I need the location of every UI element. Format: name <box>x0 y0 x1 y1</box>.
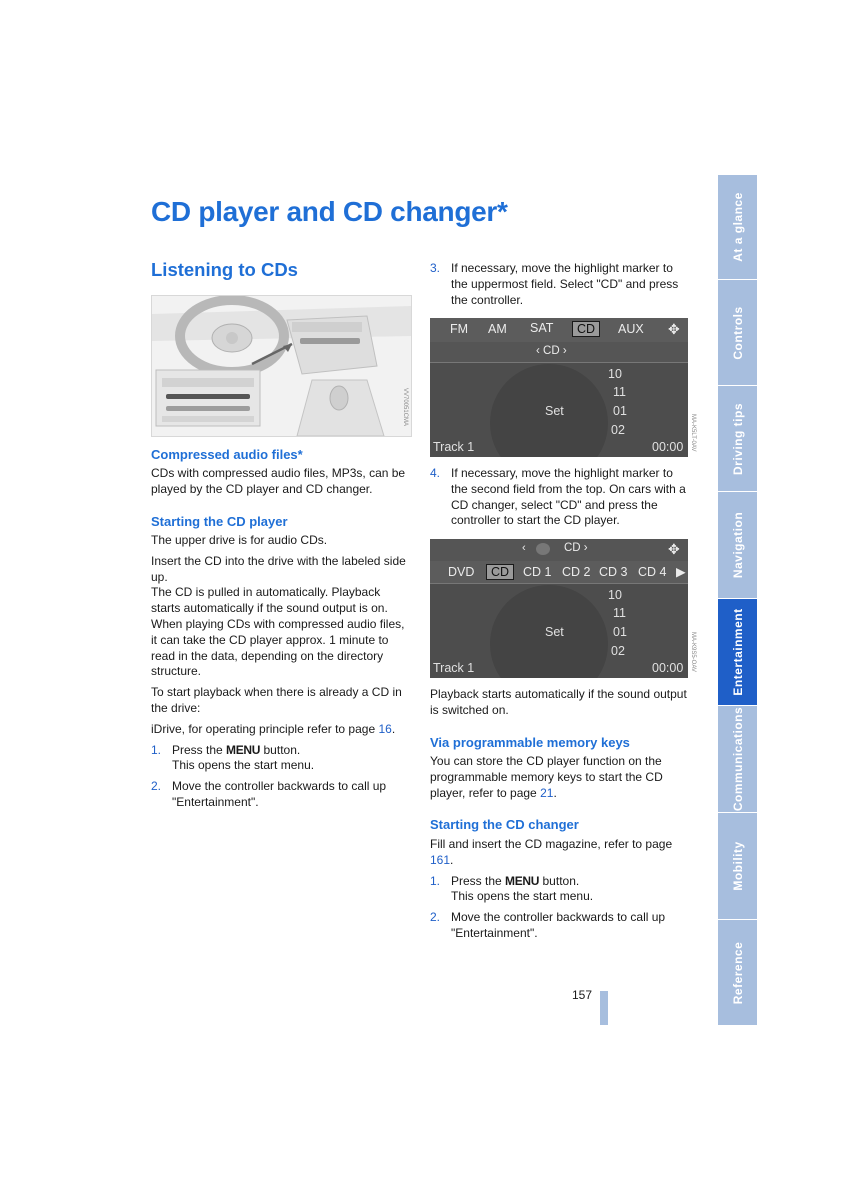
left-steps <box>151 743 409 811</box>
elapsed-time: 00:00 <box>652 661 684 675</box>
dashboard-drawing <box>152 296 411 436</box>
section-heading: Listening to CDs <box>151 259 298 280</box>
list-item: 1. Press the MENU button. This opens the start menu. <box>430 873 594 904</box>
memory-text: You can store the CD player function on the programmable memory keys to start the CD player, refer to page 21. <box>430 754 663 800</box>
menu-key: MENU <box>505 873 540 888</box>
track-number[interactable]: 11 <box>613 606 626 620</box>
page-number: 157 <box>572 988 593 1002</box>
right-step4 <box>430 466 688 534</box>
set-label[interactable]: Set <box>545 404 564 418</box>
memory-keys-heading: Via programmable memory keys <box>430 735 630 750</box>
start-cd-changer-heading: Starting the CD changer <box>430 817 579 832</box>
list-item: 1. Press the MENU button. This opens the start menu. <box>151 742 315 773</box>
controller-icon: ✥ <box>668 321 680 337</box>
tab-cd3[interactable]: CD 3 <box>599 565 628 579</box>
image-code: MA-K5LT-0AV <box>690 414 696 452</box>
image-code: MA-K9S5-OAV <box>690 632 696 672</box>
sidebar-tab-driving-tips[interactable]: Driving tips <box>718 386 757 492</box>
sidebar-tab-navigation[interactable]: Navigation <box>718 492 757 599</box>
paragraph-start-playback: To start playback when there is already a CD in the drive: <box>151 685 402 715</box>
list-item: 2. Move the controller backwards to call up "Entertainment". <box>430 910 666 940</box>
page-link-21[interactable]: 21 <box>540 785 554 800</box>
list-item: 3. If necessary, move the highlight marker to the uppermost field. Select "CD" and press the controller. <box>430 261 679 307</box>
track-number[interactable]: 10 <box>608 588 622 602</box>
tab-cd4[interactable]: CD 4 <box>638 565 667 579</box>
menu-key: MENU <box>226 742 261 757</box>
tab-cd2[interactable]: CD 2 <box>562 565 591 579</box>
sidebar-tab-communications[interactable]: Communications <box>718 706 757 813</box>
right-memory <box>430 754 688 806</box>
track-number[interactable]: 02 <box>611 423 625 437</box>
left-column-part2 <box>151 533 409 816</box>
idrive-screen-cd-changer <box>430 539 688 678</box>
track-label: Track 1 <box>433 440 475 454</box>
playback-text: Playback starts automatically if the sound output is switched on. <box>430 687 687 717</box>
paragraph-upper-drive: The upper drive is for audio CDs. <box>151 533 328 547</box>
right-changer <box>430 837 688 947</box>
page-number-bar <box>600 991 608 1025</box>
list-item: 4. If necessary, move the highlight marker to the second field from the top. On cars with a CD changer, select "CD" and press the controller to start the CD player. <box>430 466 686 528</box>
cd-subheader[interactable]: ‹ CD › <box>536 345 567 357</box>
sidebar-tab-mobility[interactable]: Mobility <box>718 813 757 920</box>
cd-header[interactable]: CD › <box>564 542 588 554</box>
paragraph-idrive: iDrive, for operating principle refer to page 16. <box>151 721 396 736</box>
track-number[interactable]: 10 <box>608 367 622 381</box>
paragraph-insert: Insert the CD into the drive with the labeled side up. <box>151 553 406 584</box>
idrive-screen-audio-sources <box>430 318 688 457</box>
track-label: Track 1 <box>433 661 475 675</box>
track-number[interactable]: 02 <box>611 644 625 658</box>
controller-icon: ✥ <box>668 541 680 557</box>
compressed-text: CDs with compressed audio files, MP3s, can be played by the CD player and CD changer. <box>151 466 406 496</box>
tab-cd-selected[interactable]: CD <box>572 321 600 337</box>
sidebar-tab-controls[interactable]: Controls <box>718 280 757 386</box>
compressed-heading: Compressed audio files* <box>151 447 303 462</box>
set-label[interactable]: Set <box>545 625 564 639</box>
tab-fm[interactable]: FM <box>450 322 469 336</box>
chevron-left-icon: ‹ <box>522 542 526 554</box>
changer-text: Fill and insert the CD magazine, refer to page 161. <box>430 837 673 867</box>
right-step3 <box>430 261 688 313</box>
track-number[interactable]: 11 <box>613 385 626 399</box>
tab-cd-selected[interactable]: CD <box>486 564 514 580</box>
tab-aux[interactable]: AUX <box>618 322 644 336</box>
dashboard-illustration <box>151 295 412 437</box>
track-number[interactable]: 01 <box>613 404 627 418</box>
right-playback <box>430 687 688 724</box>
paragraph-pulled-in: The CD is pulled in automatically. Playback starts automatically if the sound output is on. When playing CDs with compressed audio files, it can take the CD player approx. 1 minute to read in the data, depending on the directory structure. <box>151 585 405 679</box>
disc-icon <box>536 543 550 555</box>
image-code: VV70051CMA <box>402 388 408 427</box>
arrow-right-icon[interactable]: ▶ <box>676 565 686 579</box>
tab-dvd[interactable]: DVD <box>448 565 475 579</box>
tab-am[interactable]: AM <box>488 322 507 336</box>
page-title: CD player and CD changer* <box>151 196 508 227</box>
track-number[interactable]: 01 <box>613 625 627 639</box>
elapsed-time: 00:00 <box>652 440 684 454</box>
page-link-161[interactable]: 161 <box>430 852 451 867</box>
tab-cd1[interactable]: CD 1 <box>523 565 552 579</box>
list-item: 2. Move the controller backwards to call up "Entertainment". <box>151 779 387 809</box>
start-cd-player-heading: Starting the CD player <box>151 514 288 529</box>
right-steps <box>430 874 688 942</box>
sidebar-tab-entertainment[interactable]: Entertainment <box>718 599 757 706</box>
sidebar-tab-reference[interactable]: Reference <box>718 920 757 1026</box>
page-link-16[interactable]: 16 <box>378 721 392 736</box>
sidebar-tab-at-a-glance[interactable]: At a glance <box>718 175 757 280</box>
tab-sat[interactable]: SAT <box>530 321 554 335</box>
left-column-part1 <box>151 466 409 503</box>
